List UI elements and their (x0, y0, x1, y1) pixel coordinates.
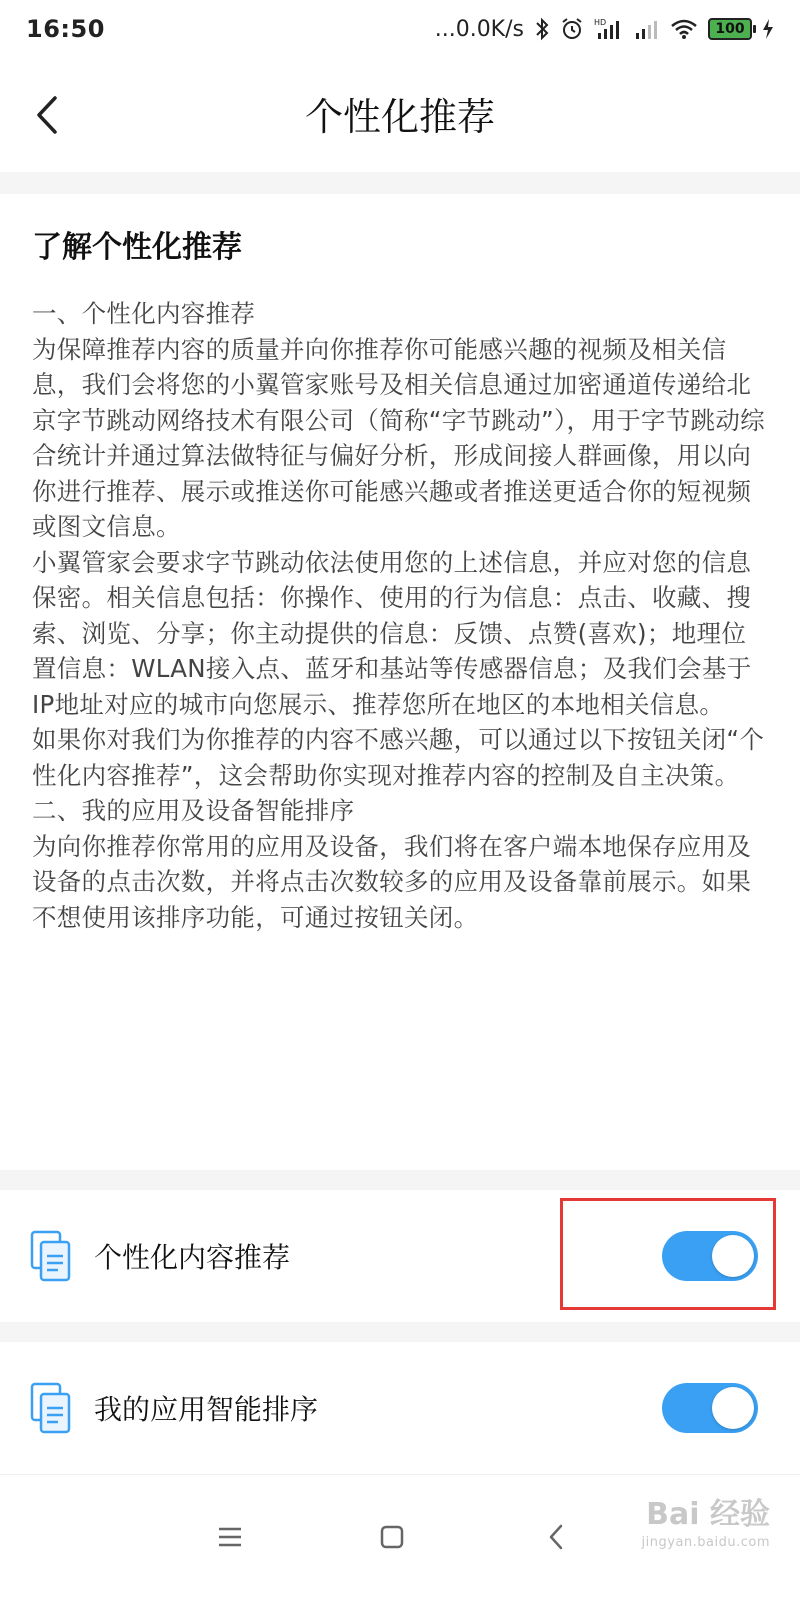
baidu-watermark (642, 1489, 770, 1550)
nav-back-button[interactable] (526, 1507, 586, 1567)
setting-label: 我的应用智能排序 (94, 1393, 319, 1426)
svg-text:HD: HD (594, 18, 607, 27)
menu-icon (216, 1525, 244, 1549)
setting-row-app-sorting (0, 1342, 800, 1474)
setting-label: 个性化内容推荐 (94, 1241, 291, 1274)
document-icon (30, 1382, 72, 1434)
charging-icon (762, 18, 774, 40)
document-icon (30, 1230, 72, 1282)
status-time: 16:50 (26, 15, 105, 43)
home-button[interactable] (362, 1507, 422, 1567)
wifi-icon (670, 18, 698, 40)
alarm-icon (560, 17, 584, 41)
toggle-knob (712, 1387, 754, 1429)
watermark-url: jingyan.baidu.com (641, 1535, 770, 1550)
home-icon (379, 1524, 405, 1550)
system-nav-bar (0, 1474, 800, 1600)
policy-text: 一、个性化内容推荐 为保障推荐内容的质量并向你推荐你可能感兴趣的视频及相关信息，我们会将您的小翼管家账号及相关信息通过加密通道传递给北京字节跳动网络技术有限公司（简称“字节跳动”），用于字节跳动综合统计并通过算法做特征与偏好分析，形成间接人群画像，用以向你进行推荐、展示或推送你可能感兴趣或者推送更适合你的短视频或图文信息。 小翼管家会要求字节跳动依法使用您的上述信息，并应对您的信息保密。相关信息包括：你操作、使用的行为信息：点击、收藏、搜索、浏览、分享；你主动提供的信息：反馈、点赞(喜欢)；地理位置信息：WLAN接入点、蓝牙和基站等传感器信息；及我们会基于IP地址对应的城市向您展示、推荐您所在地区的本地相关信息。 如果你对我们为你推荐的内容不感兴趣，可以通过以下按钮关闭“个性化内容推荐”，这会帮助你实现对推荐内容的控制及自主决策。 二、我的应用及设备智能排序 为向你推荐你常用的应用及设备，我们将在客户端本地保存应用及设备的点击次数，并将点击次数较多的应用及设备靠前展示。如果不想使用该排序功能，可通过按钮关闭。 (32, 299, 765, 932)
watermark-brand: Bai 经验 (646, 1497, 770, 1532)
network-speed: ...0.0K/s (434, 16, 524, 42)
menu-button[interactable] (200, 1507, 260, 1567)
app-sorting-toggle[interactable] (662, 1383, 758, 1433)
section-title: 了解个性化推荐 (32, 230, 242, 265)
signal-icon (634, 17, 660, 41)
status-bar (0, 0, 800, 58)
back-icon (546, 1523, 566, 1551)
app-header (0, 58, 800, 172)
battery-level: 100 (715, 21, 745, 37)
page-title: 个性化推荐 (304, 95, 495, 139)
highlight-annotation (560, 1198, 776, 1310)
hd-signal-icon (594, 17, 624, 41)
status-icons (435, 17, 774, 42)
bluetooth-icon (534, 17, 550, 41)
info-panel (0, 194, 800, 1170)
battery-icon (708, 18, 752, 40)
